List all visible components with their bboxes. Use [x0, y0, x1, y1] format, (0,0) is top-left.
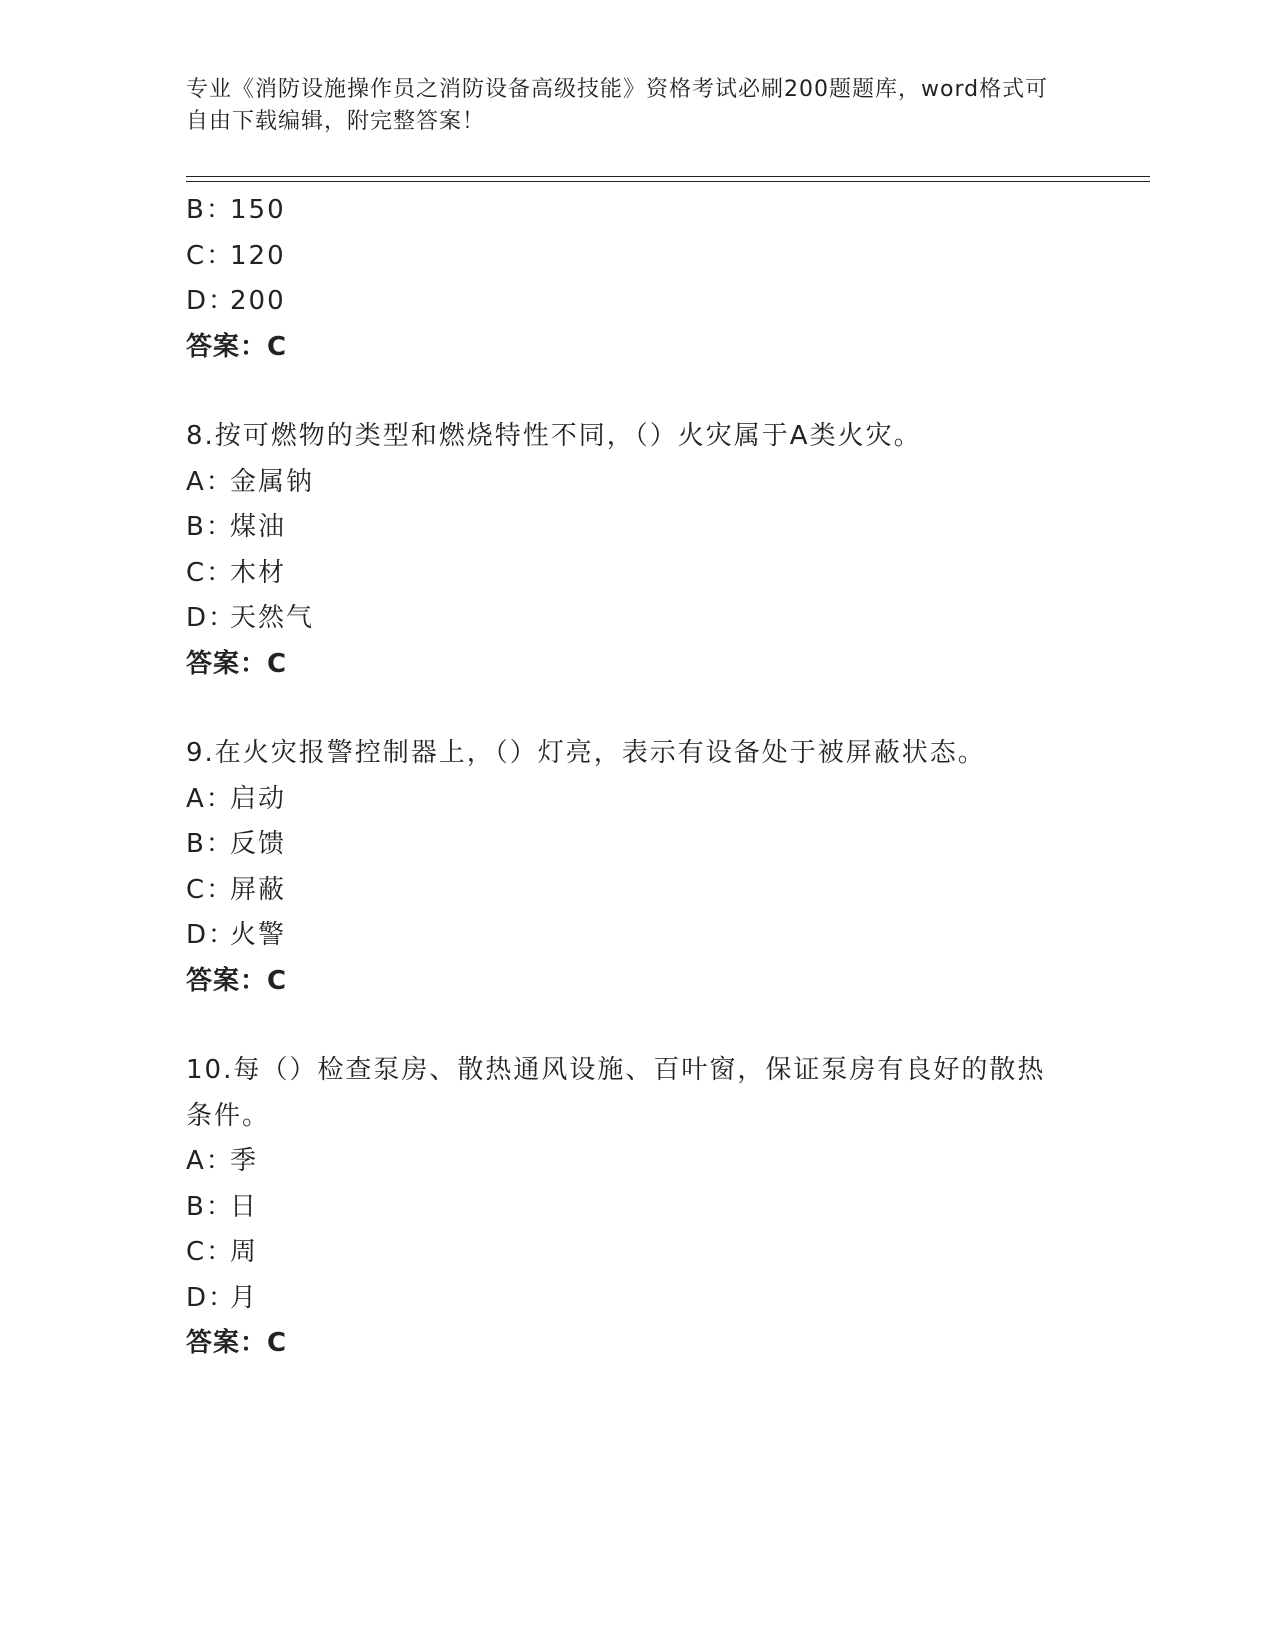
option-key: D：: [186, 603, 237, 633]
option-text: 启动: [230, 783, 287, 814]
option-line: [186, 822, 1086, 868]
option-text: 屏蔽: [230, 874, 287, 905]
option-key: D：: [186, 286, 237, 316]
option-line: [186, 1276, 1086, 1322]
question-9: [186, 731, 1086, 1004]
option-text: 月: [230, 1282, 259, 1313]
option-text: 季: [230, 1146, 259, 1176]
option-key: C：: [186, 557, 235, 588]
question-list: [186, 188, 1086, 1367]
option-line: [186, 279, 1086, 325]
option-text: 煤油: [230, 512, 287, 542]
option-line: [186, 913, 1086, 959]
option-key: D：: [186, 1282, 237, 1313]
option-text: 150: [230, 195, 286, 225]
answer-line: 答案：C: [186, 1328, 288, 1358]
option-key: A：: [186, 466, 234, 497]
option-text: 反馈: [230, 829, 287, 859]
option-key: B：: [186, 195, 234, 225]
option-line: [186, 596, 1086, 642]
option-key: D：: [186, 920, 237, 950]
header-divider-bottom: [186, 181, 1150, 182]
option-key: B：: [186, 1191, 234, 1222]
option-text: 120: [230, 240, 286, 271]
option-text: 日: [230, 1191, 259, 1222]
option-line: [186, 188, 1086, 234]
option-key: A：: [186, 783, 234, 814]
option-key: C：: [186, 874, 235, 905]
option-text: 周: [230, 1237, 259, 1267]
document-header: 专业《消防设施操作员之消防设备高级技能》资格考试必刷200题题库，word格式可自由下载编辑，附完整答案！: [186, 77, 1049, 134]
option-text: 天然气: [230, 603, 315, 633]
option-line: [186, 460, 1086, 506]
option-key: C：: [186, 240, 235, 271]
option-key: B：: [186, 829, 234, 859]
option-key: B：: [186, 512, 234, 542]
option-text: 200: [230, 286, 286, 316]
option-line: [186, 1139, 1086, 1185]
option-line: [186, 234, 1086, 280]
option-text: 火警: [230, 920, 287, 950]
question-stem: 10.每（）检查泵房、散热通风设施、百叶窗，保证泵房有良好的散热: [186, 1055, 1046, 1085]
option-line: [186, 777, 1086, 823]
question-stem: 9.在火灾报警控制器上，（）灯亮，表示有设备处于被屏蔽状态。: [186, 738, 986, 768]
question-stem-continued: 条件。: [186, 1100, 271, 1131]
answer-line: 答案：C: [186, 331, 288, 362]
answer-line: 答案：C: [186, 965, 288, 996]
question-10: [186, 1048, 1086, 1367]
prev-question-block: [186, 188, 1086, 370]
option-line: [186, 1185, 1086, 1231]
option-line: [186, 551, 1086, 597]
option-line: [186, 505, 1086, 551]
question-stem: 8.按可燃物的类型和燃烧特性不同，（）火灾属于A类火灾。: [186, 421, 922, 451]
question-8: [186, 414, 1086, 687]
option-key: C：: [186, 1237, 235, 1267]
header-divider-top: [186, 176, 1150, 177]
option-text: 木材: [230, 557, 287, 588]
option-key: A：: [186, 1146, 234, 1176]
answer-line: 答案：C: [186, 648, 288, 679]
option-text: 金属钠: [230, 466, 315, 497]
option-line: [186, 1230, 1086, 1276]
option-line: [186, 868, 1086, 914]
